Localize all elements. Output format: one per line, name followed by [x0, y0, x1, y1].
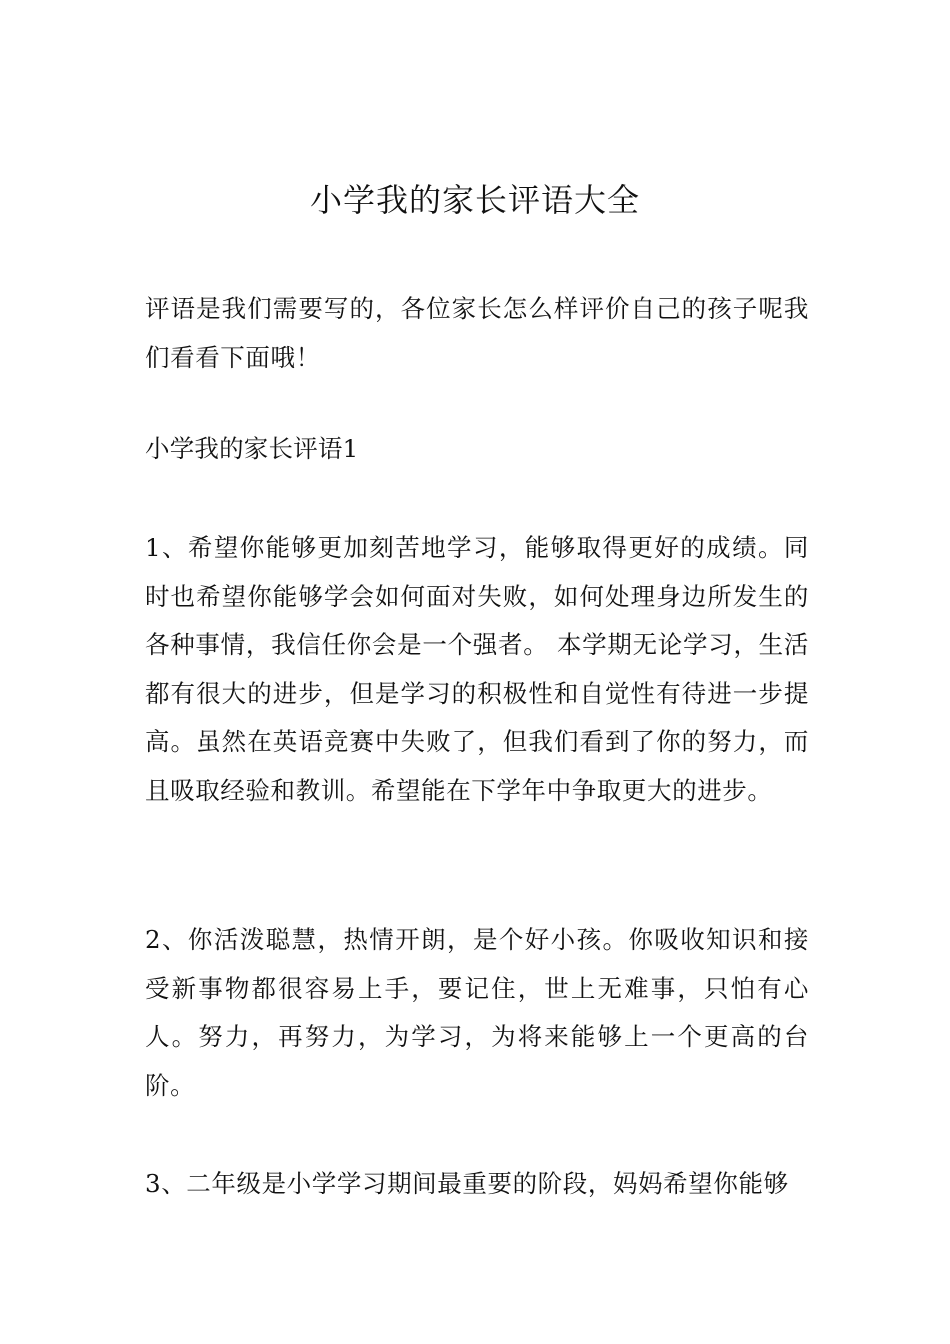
comment-item-3: 3、二年级是小学学习期间最重要的阶段，妈妈希望你能够 — [145, 1169, 789, 1198]
document-title: 小学我的家长评语大全 — [309, 181, 640, 219]
section-heading: 小学我的家长评语1 — [145, 434, 359, 463]
comment-item-1: 1、希望你能够更加刻苦地学习，能够取得更好的成绩。同时也希望你能够学会如何面对失败，如何处理身边所发生的各种事情，我信任你会是一个强者。 本学期无论学习，生活都有很大的进步，但是学习的积极性和自觉性有待进一步提高。虽然在英语竞赛中失败了，但我们看到了你的努力，而且吸取经验和教训。希望能在下学年中争取更大的进步。 — [145, 533, 809, 805]
intro-paragraph: 评语是我们需要写的，各位家长怎么样评价自己的孩子呢我们看看下面哦！ — [145, 294, 809, 372]
comment-item-2: 2、你活泼聪慧，热情开朗，是个好小孩。你吸收知识和接受新事物都很容易上手，要记住，世上无难事，只怕有心人。努力，再努力，为学习，为将来能够上一个更高的台阶。 — [145, 925, 809, 1100]
